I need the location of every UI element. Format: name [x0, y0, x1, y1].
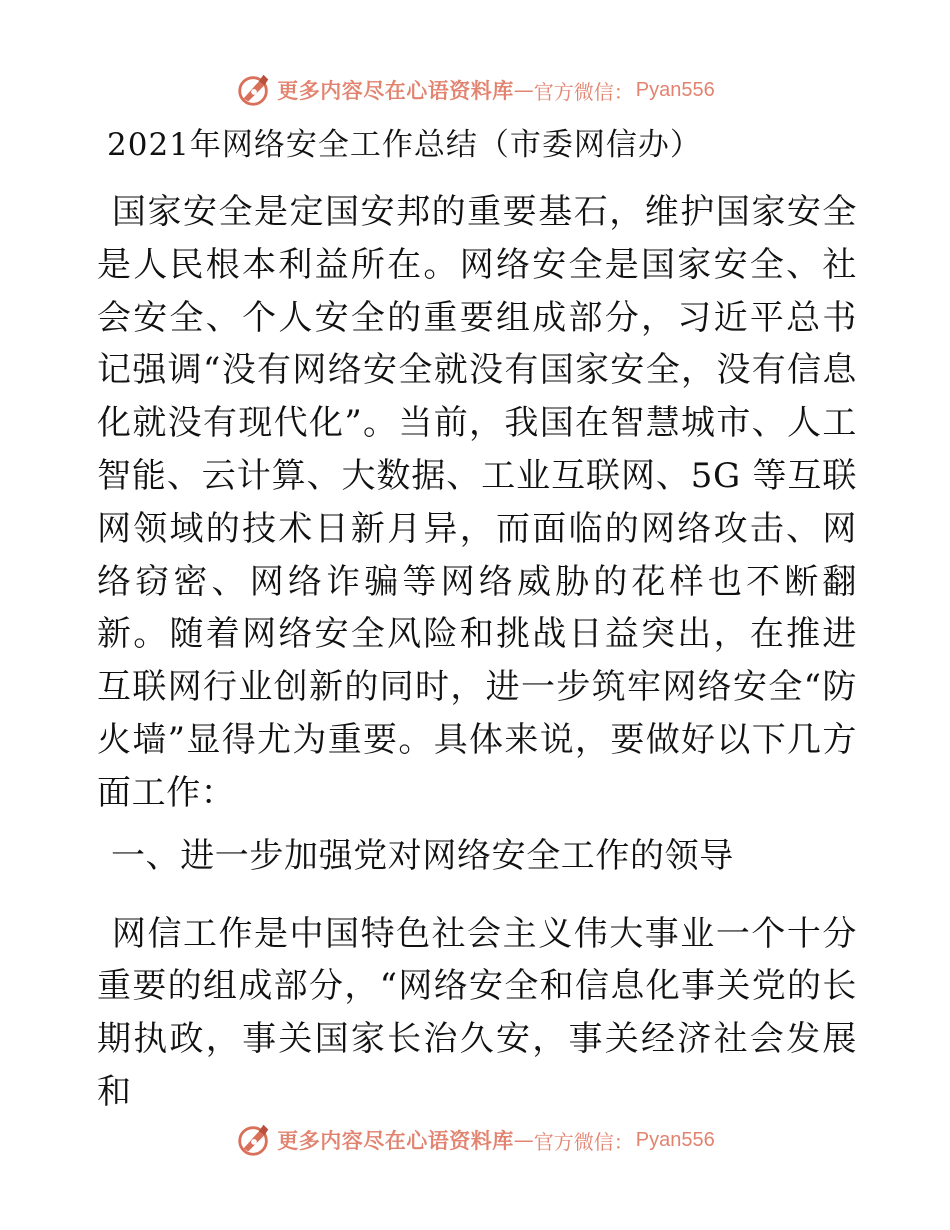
- watermark-wechat-id: Pyan556: [635, 78, 715, 101]
- watermark-text: 更多内容尽在心语资料库: [277, 1129, 514, 1153]
- paragraph-text: 国家安全是定国安邦的重要基石，维护国家安全是人民根本利益所在。网络安全是国家安全、社会安全、个人安全的重要组成部分，习近平总书记强调“没有网络安全就没有国家安全，没有信息化就没有现代化”。当前，我国在智慧城市、人工智能、云计算、大数据、工业互联网、5G 等互联网领域的技术日新月异，而面临的网络攻击、网络窃密、网络诈骗等网络威胁的花样也不断翻新。随着网络安全风险和挑战日益突出，在推进互联网行业创新的同时，进一步筑牢网络安全“防火墙”显得尤为重要。具体来说，要做好以下几方面工作：: [97, 192, 857, 813]
- paragraph-text: 网信工作是中国特色社会主义伟大事业一个十分重要的组成部分，“网络安全和信息化事关党的长期执政，事关国家长治久安，事关经济社会发展和: [97, 913, 857, 1112]
- paragraph: [97, 908, 857, 1119]
- watermark-header: [0, 70, 950, 110]
- watermark-text: 更多内容尽在心语资料库: [277, 79, 514, 103]
- watermark-footer: [0, 1120, 950, 1160]
- pen-logo-icon: [235, 1121, 273, 1159]
- document-body: [97, 122, 857, 1119]
- watermark-separator: —: [513, 1128, 534, 1152]
- watermark-wechat-id: Pyan556: [635, 1128, 715, 1151]
- watermark-label: 官方微信：: [533, 1129, 634, 1154]
- watermark-label: 官方微信：: [533, 79, 634, 104]
- paragraph: [97, 186, 857, 820]
- section-heading: 一、进一步加强党对网络安全工作的领导: [111, 835, 734, 876]
- pen-logo-icon: [235, 71, 273, 109]
- watermark-separator: —: [513, 78, 534, 102]
- document-title: 2021年网络安全工作总结（市委网信办）: [107, 127, 702, 163]
